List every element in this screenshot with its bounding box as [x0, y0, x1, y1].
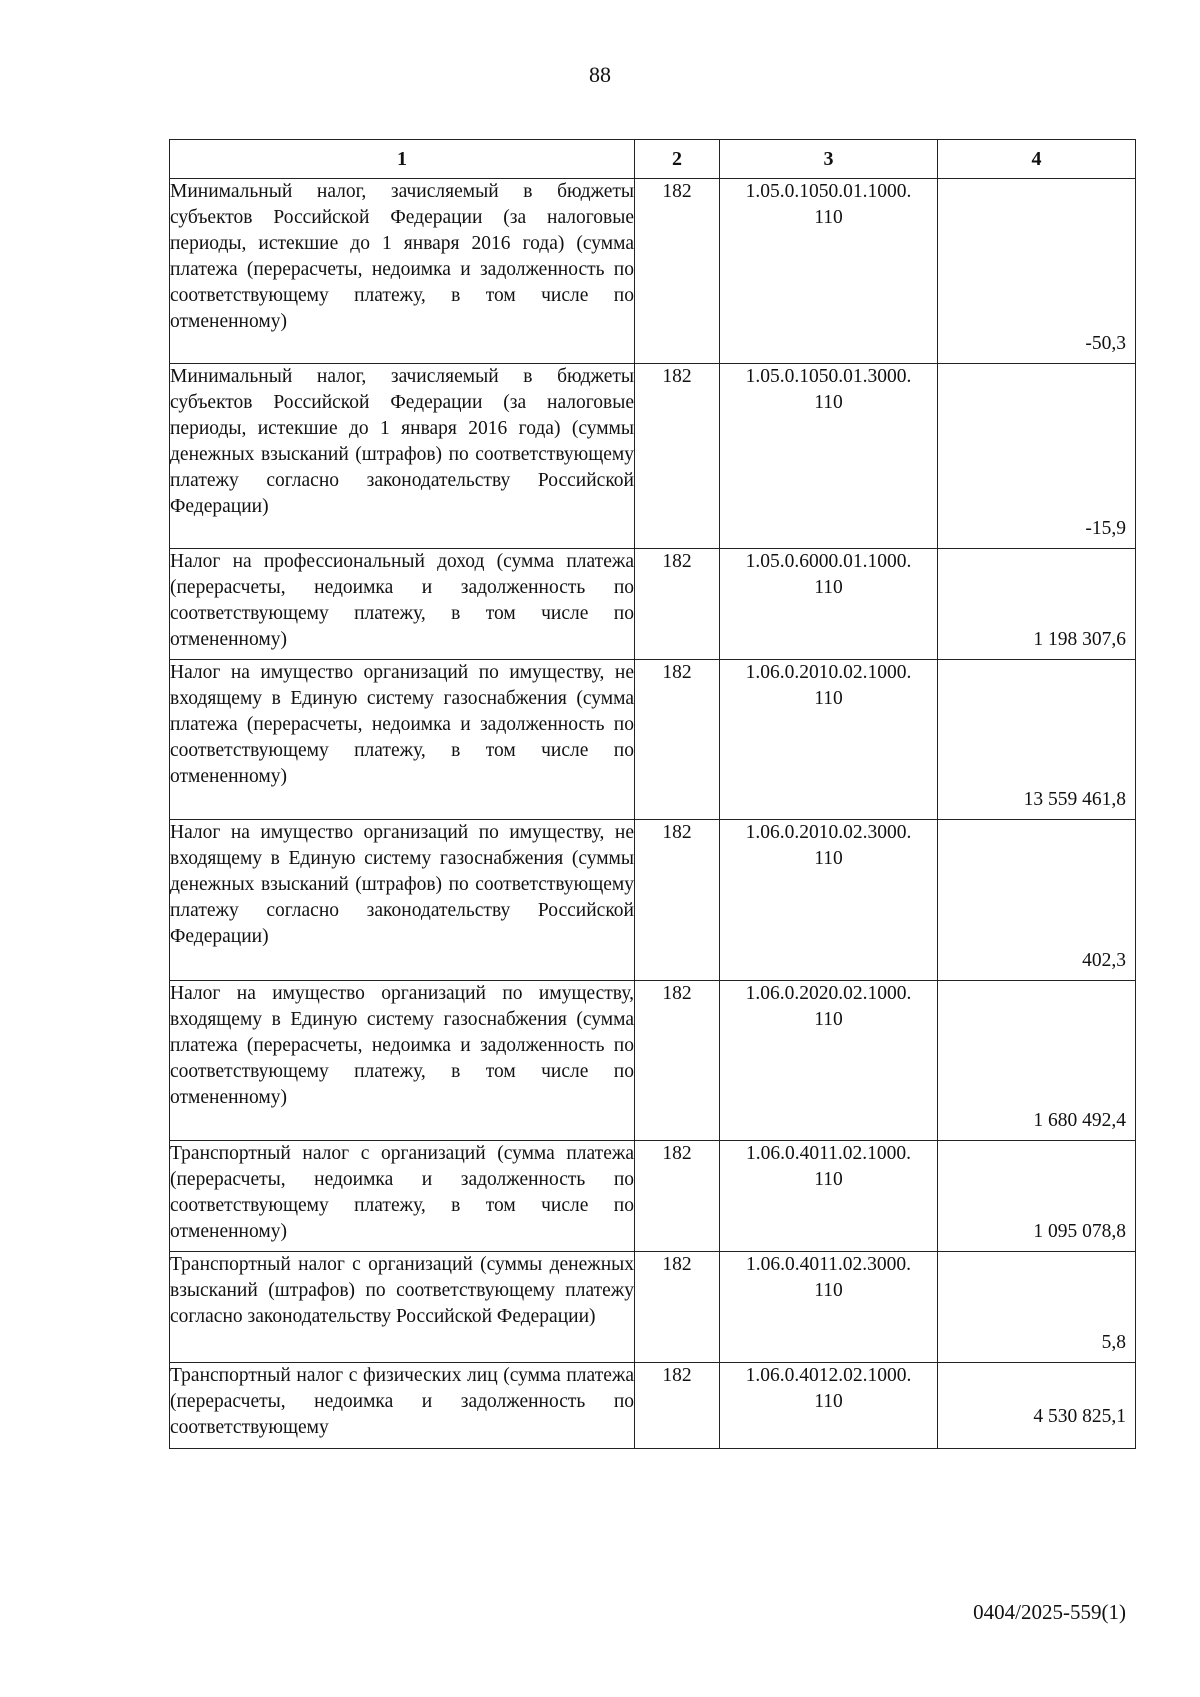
- income-name-cell: Транспортный налог с физических лиц (сумма платежа (перерасчеты, недоимка и задолженность по соответствующему: [170, 1363, 635, 1449]
- table-row: [170, 660, 1136, 820]
- amount-cell: [938, 660, 1136, 820]
- budget-code-cell: [720, 1141, 938, 1252]
- budget-code-text: 1.06.0.4011.02.1000. 110: [745, 1143, 912, 1190]
- table-row: [170, 1141, 1136, 1252]
- budget-code-cell: [720, 660, 938, 820]
- income-name-cell: Налог на имущество организаций по имуществу, входящему в Единую систему газоснабжения (сумма платежа (перерасчеты, недоимка и задолженность по соответствующему платежу, в том числе по отмененному): [170, 981, 635, 1141]
- amount-cell: [938, 981, 1136, 1141]
- table-row: [170, 1252, 1136, 1363]
- amount-cell: [938, 549, 1136, 660]
- amount-cell: [938, 364, 1136, 549]
- budget-code-cell: [720, 981, 938, 1141]
- income-name-cell: Транспортный налог с организаций (суммы денежных взысканий (штрафов) по соответствующему платежу согласно законодательству Российской Федерации): [170, 1252, 635, 1363]
- budget-code-cell: [720, 1363, 938, 1449]
- budget-code-cell: [720, 549, 938, 660]
- budget-code-text: 1.06.0.2010.02.1000. 110: [745, 662, 912, 709]
- table-row: [170, 1363, 1136, 1449]
- page-number: 88: [589, 62, 611, 87]
- income-name-cell: Минимальный налог, зачисляемый в бюджеты субъектов Российской Федерации (за налоговые периоды, истекшие до 1 января 2016 года) (сумма платежа (перерасчеты, недоимка и задолженность по соответствующему платежу, в том числе по отмененному): [170, 179, 635, 364]
- amount-cell: [938, 1141, 1136, 1252]
- income-name-cell: Налог на профессиональный доход (сумма платежа (перерасчеты, недоимка и задолженность по соответствующему платежу, в том числе по отмененному): [170, 549, 635, 660]
- column-header-budget-code: 3: [720, 140, 938, 179]
- amount-cell: [938, 179, 1136, 364]
- amount-value: -50,3: [1085, 333, 1126, 354]
- amount-cell: [938, 1363, 1136, 1449]
- budget-code-cell: [720, 820, 938, 981]
- revenue-table: [169, 139, 1136, 1449]
- admin-code-cell: 182: [635, 1252, 720, 1363]
- income-name-cell: Транспортный налог с организаций (сумма платежа (перерасчеты, недоимка и задолженность по соответствующему платежу, в том числе по отмененному): [170, 1141, 635, 1252]
- amount-value: 5,8: [1101, 1332, 1126, 1353]
- budget-code-text: 1.06.0.4011.02.3000. 110: [745, 1254, 912, 1301]
- budget-code-cell: [720, 1252, 938, 1363]
- document-code: 0404/2025-559(1): [973, 1600, 1126, 1624]
- amount-value: 1 095 078,8: [1033, 1221, 1126, 1242]
- income-name-cell: Налог на имущество организаций по имуществу, не входящему в Единую систему газоснабжения (сумма платежа (перерасчеты, недоимка и задолженность по соответствующему платежу, в том числе по отмененному): [170, 660, 635, 820]
- admin-code-cell: 182: [635, 364, 720, 549]
- amount-value: 1 680 492,4: [1033, 1110, 1126, 1131]
- table-row: [170, 364, 1136, 549]
- admin-code-cell: 182: [635, 660, 720, 820]
- amount-cell: [938, 1252, 1136, 1363]
- admin-code-cell: 182: [635, 1141, 720, 1252]
- amount-value: -15,9: [1085, 518, 1126, 539]
- income-name-cell: Минимальный налог, зачисляемый в бюджеты субъектов Российской Федерации (за налоговые периоды, истекшие до 1 января 2016 года) (суммы денежных взысканий (штрафов) по соответствующему платежу согласно законодательству Российской Федерации): [170, 364, 635, 549]
- admin-code-cell: 182: [635, 179, 720, 364]
- amount-value: 1 198 307,6: [1033, 629, 1126, 650]
- admin-code-cell: 182: [635, 549, 720, 660]
- table-header-row: [170, 140, 1136, 179]
- budget-code-text: 1.05.0.1050.01.3000. 110: [745, 366, 912, 413]
- budget-code-cell: [720, 364, 938, 549]
- table-row: [170, 981, 1136, 1141]
- amount-value: 13 559 461,8: [1023, 789, 1126, 810]
- amount-cell: [938, 820, 1136, 981]
- table-row: [170, 820, 1136, 981]
- table-row: [170, 549, 1136, 660]
- budget-code-cell: [720, 179, 938, 364]
- budget-code-text: 1.05.0.1050.01.1000. 110: [745, 181, 912, 228]
- column-header-name: 1: [170, 140, 635, 179]
- column-header-amount: 4: [938, 140, 1136, 179]
- amount-value: 402,3: [1082, 950, 1126, 971]
- admin-code-cell: 182: [635, 981, 720, 1141]
- column-header-admin-code: 2: [635, 140, 720, 179]
- amount-value: 4 530 825,1: [1033, 1406, 1126, 1427]
- admin-code-cell: 182: [635, 820, 720, 981]
- budget-code-text: 1.05.0.6000.01.1000. 110: [745, 551, 912, 598]
- budget-code-text: 1.06.0.2020.02.1000. 110: [745, 983, 912, 1030]
- budget-code-text: 1.06.0.2010.02.3000. 110: [745, 822, 912, 869]
- admin-code-cell: 182: [635, 1363, 720, 1449]
- income-name-cell: Налог на имущество организаций по имуществу, не входящему в Единую систему газоснабжения (суммы денежных взысканий (штрафов) по соответствующему платежу согласно законодательству Российской Федерации): [170, 820, 635, 981]
- table-row: [170, 179, 1136, 364]
- budget-code-text: 1.06.0.4012.02.1000. 110: [745, 1365, 912, 1412]
